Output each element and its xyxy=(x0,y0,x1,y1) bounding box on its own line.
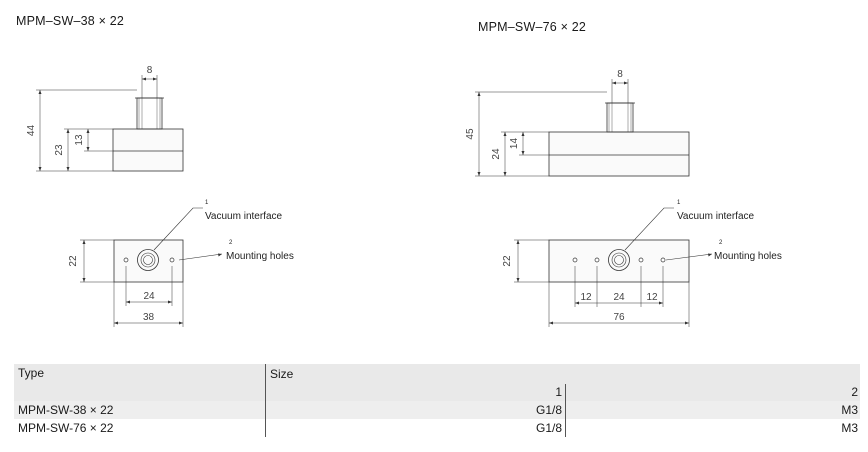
model-1-top-view xyxy=(80,208,222,327)
dim-hole-spacing-center: 24 xyxy=(613,292,625,303)
table-row xyxy=(14,401,860,419)
dim-total-height: 45 xyxy=(465,128,476,140)
size-col-2-header: 2 xyxy=(851,385,858,399)
dim-hole-spacing-right: 12 xyxy=(646,292,658,303)
dim-body-height: 23 xyxy=(54,144,65,156)
dim-body-height: 24 xyxy=(491,148,502,160)
callout-vacuum-interface: Vacuum interface xyxy=(205,211,283,222)
callout-vacuum-interface: Vacuum interface xyxy=(677,211,755,222)
table-row xyxy=(14,419,860,437)
callout-mounting-holes: Mounting holes xyxy=(226,251,294,262)
callout-mounting-holes: Mounting holes xyxy=(714,251,782,262)
model-2-side-view xyxy=(475,79,689,176)
model-2-top-view xyxy=(514,208,712,327)
dim-hole-spacing: 24 xyxy=(143,291,155,302)
model-1-side-view xyxy=(36,75,183,171)
mounting-hole xyxy=(170,258,174,262)
dim-length: 38 xyxy=(142,312,155,323)
dim-depth: 22 xyxy=(68,255,79,267)
mounting-hole xyxy=(573,258,577,262)
size-1-cell: G1/8 xyxy=(535,403,562,417)
model-2-title: MPM–SW–76 × 22 xyxy=(478,20,587,34)
size-2-cell: M3 xyxy=(841,403,858,417)
table-header xyxy=(14,364,860,401)
callout-number-vacuum: 1 xyxy=(677,200,681,206)
mounting-hole xyxy=(639,258,643,262)
callout-number-vacuum: 1 xyxy=(205,200,209,206)
spec-table xyxy=(14,364,860,437)
size-col-1-header: 1 xyxy=(555,385,562,399)
dim-inner-height: 14 xyxy=(509,137,520,150)
dim-length: 76 xyxy=(613,312,625,323)
callout-number-mounting: 2 xyxy=(719,240,723,246)
type-cell: MPM-SW-38 × 22 xyxy=(18,403,114,417)
size-header: Size xyxy=(270,367,294,381)
callout-number-mounting: 2 xyxy=(229,240,233,246)
type-header: Type xyxy=(18,366,45,380)
dim-depth: 22 xyxy=(502,255,513,267)
dim-connector-width: 8 xyxy=(617,69,623,80)
type-cell: MPM-SW-76 × 22 xyxy=(18,421,114,435)
dim-total-height: 44 xyxy=(26,124,37,137)
mounting-hole xyxy=(661,258,665,262)
dim-hole-spacing-left: 12 xyxy=(580,292,592,303)
size-2-cell: M3 xyxy=(841,421,858,435)
dim-connector-width: 8 xyxy=(146,65,153,76)
mounting-hole xyxy=(595,258,599,262)
size-1-cell: G1/8 xyxy=(535,421,562,435)
mounting-hole xyxy=(124,258,128,262)
dim-inner-height: 13 xyxy=(74,134,85,146)
model-1-title: MPM–SW–38 × 22 xyxy=(16,14,125,28)
